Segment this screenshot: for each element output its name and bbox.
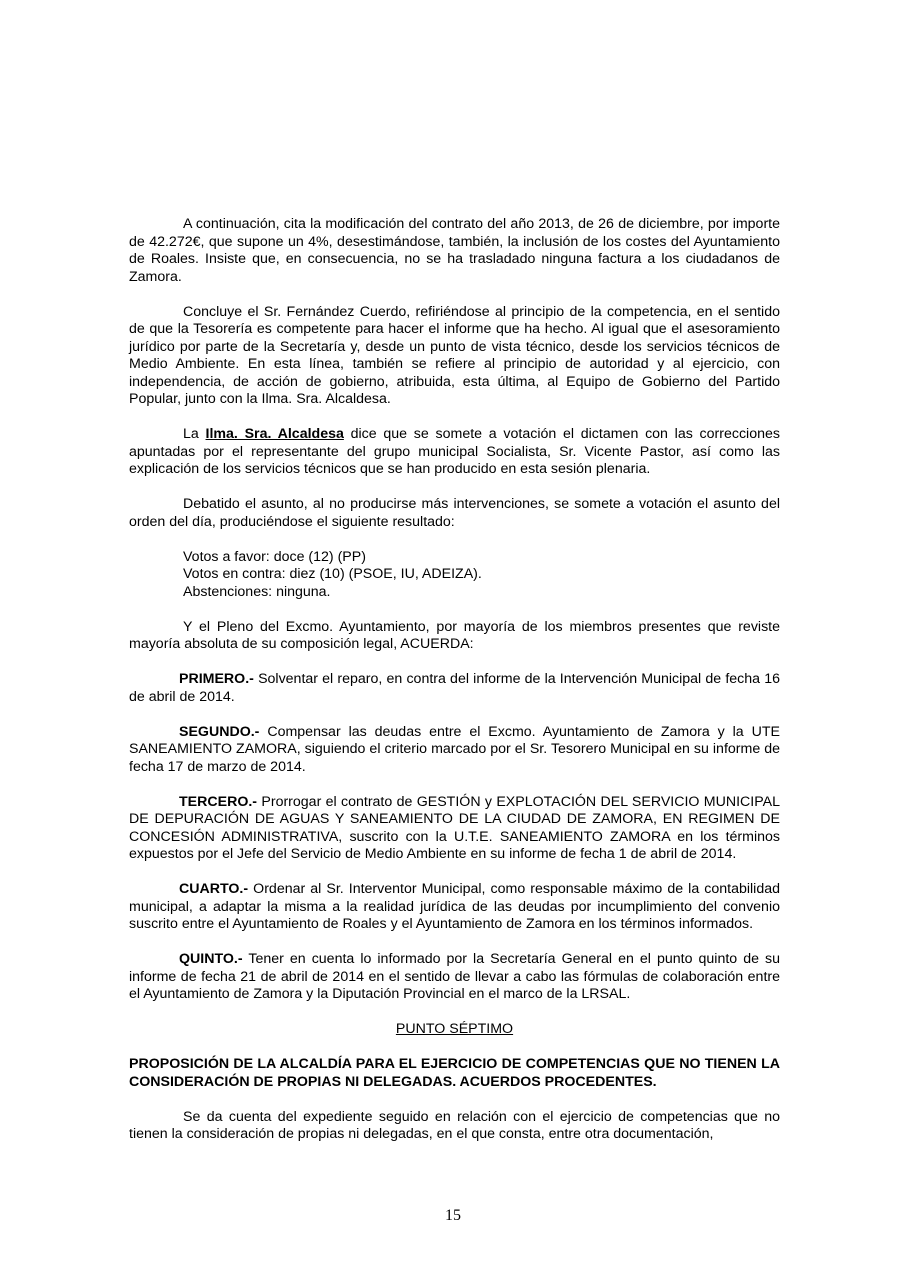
votes-favor: Votos a favor: doce (12) (PP) bbox=[183, 548, 366, 565]
page-number: 15 bbox=[445, 1207, 461, 1224]
paragraph-fernandez-cuerdo: Concluye el Sr. Fernández Cuerdo, refiriéndose al principio de la competencia, en el sentido de que la Tesorería es competente para hacer el informe que ha hecho. Al igual que el asesoramiento jurídico por parte de la Secretaría y, desde un punto de vista técnico, desde los servicios técnicos de Medio Ambiente. En esta línea, también se refiere al principio de autoridad y al ejercicio, con independencia, de acción de gobierno, atribuida, esta última, al Equipo de Gobierno del Partido Popular, junto con la Ilma. Sra. Alcaldesa. bbox=[129, 303, 780, 407]
votes-abstenciones: Abstenciones: ninguna. bbox=[183, 583, 331, 600]
agreement-label: PRIMERO.- bbox=[179, 671, 254, 687]
paragraph-modificacion-contrato: A continuación, cita la modificación del contrato del año 2013, de 26 de diciembre, por importe de 42.272€, que supone un 4%, desestimándose, también, la inclusión de los costes del Ayuntamiento de Roales. Insiste que, en consecuencia, no se ha trasladado ninguna factura a los ciudadanos de Zamora. bbox=[129, 216, 780, 285]
section-title-text: PUNTO SÉPTIMO bbox=[395, 1021, 514, 1037]
agreement-text: Prorrogar el contrato de GESTIÓN y EXPLOTACIÓN DEL SERVICIO MUNICIPAL DE DEPURACIÓN DE AGUAS Y SANEAMIENTO DE LA CIUDAD DE ZAMORA, EN REGIMEN DE CONCESIÓN ADMINISTRATIVA, suscrito con la U.T.E. SANEAMIENTO ZAMORA en los términos expuestos por el Jefe del Servicio de Medio Ambiente en su informe de fecha 1 de abril de 2014. bbox=[129, 793, 780, 862]
paragraph-debatido: Debatido el asunto, al no producirse más intervenciones, se somete a votación el asunto del orden del día, produciéndose el siguiente resultado: bbox=[129, 496, 780, 530]
agreement-text: Solventar el reparo, en contra del informe de la Intervención Municipal de fecha 16 de abril de 2014. bbox=[129, 671, 780, 705]
agreement-label: QUINTO.- bbox=[179, 951, 243, 967]
paragraph-acuerda: Y el Pleno del Excmo. Ayuntamiento, por mayoría de los miembros presentes que reviste mayoría absoluta de su composición legal, ACUERDA: bbox=[129, 618, 780, 652]
agreement-segundo bbox=[129, 724, 780, 777]
section-title bbox=[129, 1021, 780, 1039]
agreement-tercero bbox=[129, 794, 780, 864]
agreement-label: CUARTO.- bbox=[179, 881, 249, 897]
paragraph-alcaldesa-rest: dice que se somete a votación el dictamen con las correcciones apuntadas por el representante del grupo municipal Socialista, Sr. Vicente Pastor, así como las explicación de los servicios técnicos que se han producido en esta sesión plenaria. bbox=[129, 426, 780, 477]
paragraph-alcaldesa bbox=[129, 426, 780, 479]
agreement-label: SEGUNDO.- bbox=[179, 723, 260, 740]
agreement-text: Compensar las deudas entre el Excmo. Ayuntamiento de Zamora y la UTE SANEAMIENTO ZAMORA, siguiendo el criterio marcado por el Sr. Tesorero Municipal en su informe de fecha 17 de marzo de 2014. bbox=[129, 723, 780, 775]
agreement-quinto bbox=[129, 951, 780, 1004]
agreement-cuarto bbox=[129, 881, 780, 934]
agreement-primero bbox=[129, 671, 780, 706]
section-intro: Se da cuenta del expediente seguido en relación con el ejercicio de competencias que no tienen la consideración de propias ni delegadas, en el que consta, entre otra documentación, bbox=[129, 1108, 780, 1142]
agreement-label: TERCERO.- bbox=[179, 793, 258, 810]
speaker-name: Ilma. Sra. Alcaldesa bbox=[205, 426, 344, 442]
agreement-text: Ordenar al Sr. Interventor Municipal, como responsable máximo de la contabilidad municipal, a adaptar la misma a la realidad jurídica de las deudas por incumplimiento del convenio suscrito entre el Ayuntamiento de Roales y el Ayuntamiento de Zamora en los términos informados. bbox=[129, 881, 780, 932]
section-heading: PROPOSICIÓN DE LA ALCALDÍA PARA EL EJERCICIO DE COMPETENCIAS QUE NO TIENEN LA CONSIDERACIÓN DE PROPIAS NI DELEGADAS. ACUERDOS PROCEDENTES. bbox=[129, 1056, 780, 1090]
votes-block bbox=[129, 549, 780, 602]
votes-contra: Votos en contra: diez (10) (PSOE, IU, ADEIZA). bbox=[183, 566, 482, 582]
agreement-text: Tener en cuenta lo informado por la Secretaría General en el punto quinto de su informe de fecha 21 de abril de 2014 en el sentido de llevar a cabo las fórmulas de colaboración entre el Ayuntamiento de Zamora y la Diputación Provincial en el marco de la LRSAL. bbox=[129, 951, 781, 1002]
document-body bbox=[129, 216, 780, 1161]
paragraph-alcaldesa-prefix: La bbox=[183, 426, 199, 442]
